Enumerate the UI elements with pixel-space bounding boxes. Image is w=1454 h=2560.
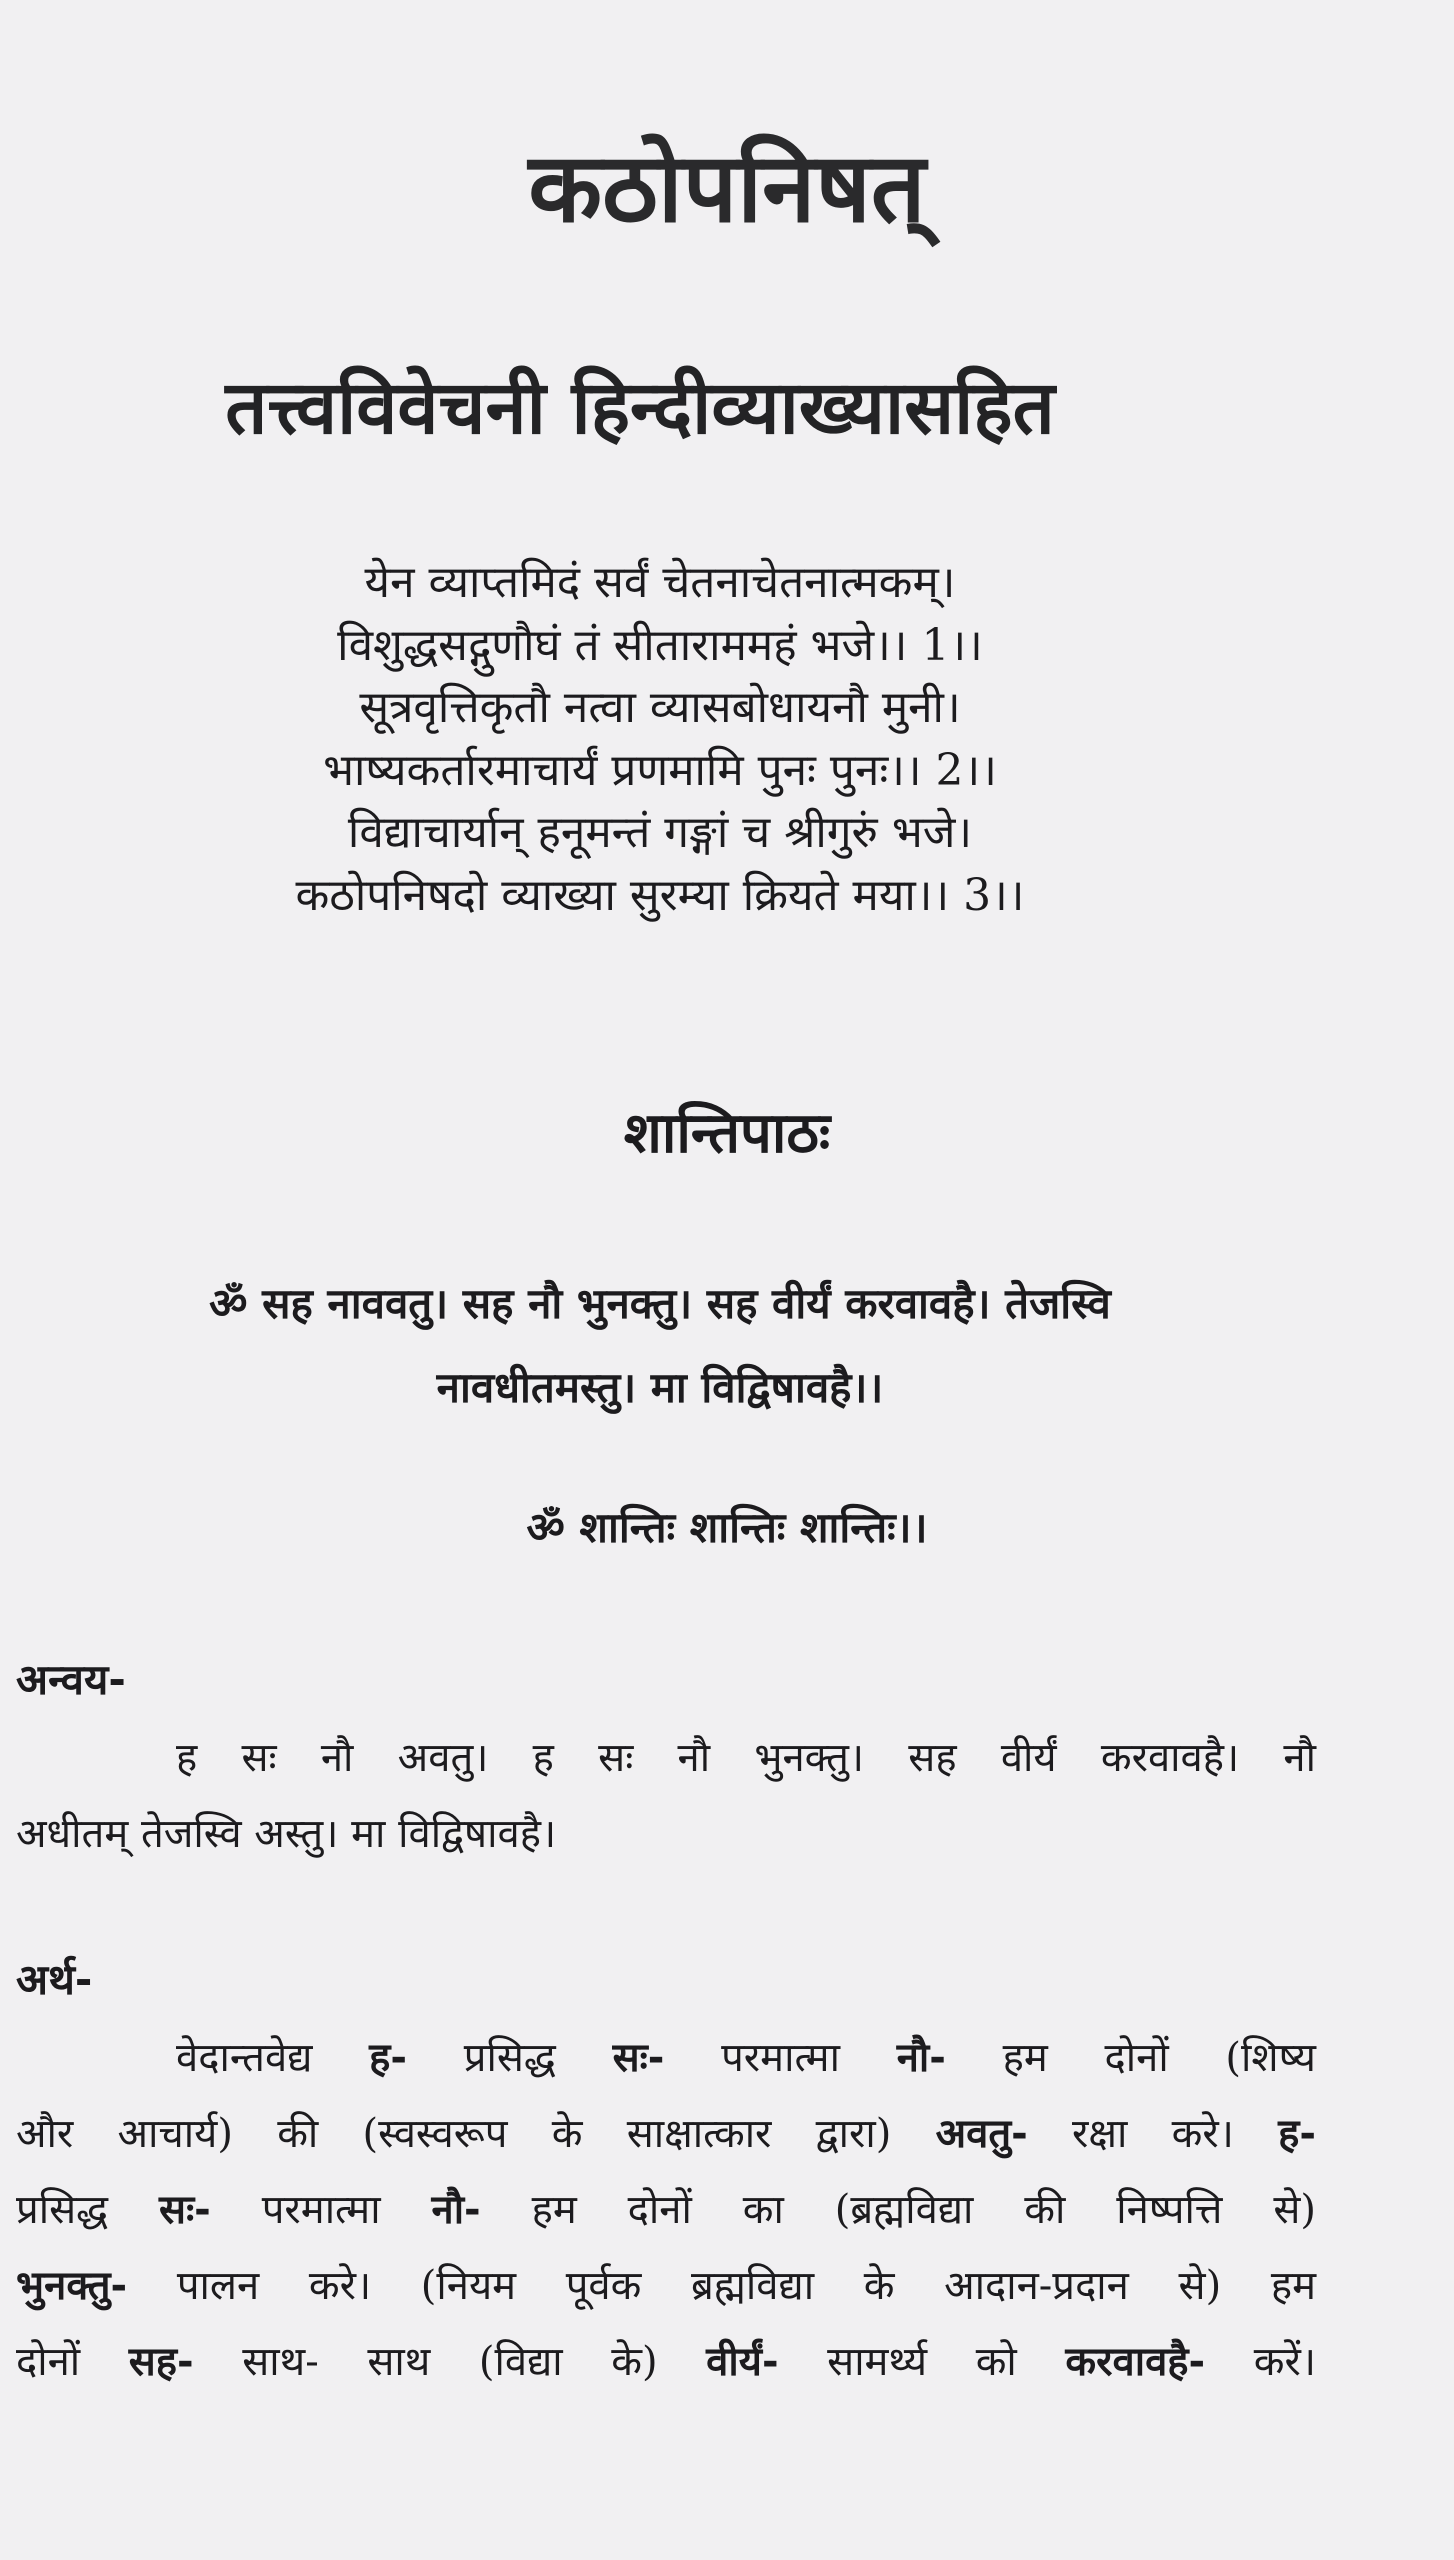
- mantra-line: नावधीतमस्तु। मा विद्विषावहै।।: [436, 1363, 884, 1412]
- artha-text-run: हम दोनों का (ब्रह्मविद्या की निष्पत्ति से): [480, 2187, 1317, 2233]
- anvaya-text: [16, 1720, 1316, 1872]
- artha-text-run: रक्षा करे।: [1027, 2111, 1279, 2157]
- artha-text: [16, 2020, 1316, 2400]
- verse-line: विशुद्धसद्गुणौघं तं सीताराममहं भजे।। 1।।: [337, 619, 983, 671]
- artha-text-run: करें।: [1205, 2339, 1316, 2385]
- artha-line: [16, 2096, 1316, 2172]
- artha-line: [16, 2324, 1316, 2400]
- artha-text-run: साथ- साथ (विद्या के): [193, 2339, 707, 2385]
- artha-term: भुनक्तु-: [16, 2263, 128, 2309]
- shanti-closing: ॐ शान्तिः शान्तिः शान्तिः।।: [526, 1503, 928, 1552]
- verse-line: येन व्याप्तमिदं सर्वं चेतनाचेतनात्मकम्।: [364, 557, 956, 608]
- artha-text-run: प्रसिद्ध: [16, 2187, 160, 2233]
- artha-term: नौ-: [896, 2035, 946, 2081]
- verse-line: विद्याचार्यान् हनूमन्तं गङ्गां च श्रीगुरुं भजे।: [347, 807, 973, 858]
- artha-text-run: दोनों: [16, 2339, 129, 2385]
- verse-line: सूत्रवृत्तिकृतौ नत्वा व्यासबोधायनौ मुनी।: [359, 682, 961, 733]
- page-subtitle: तत्त्वविवेचनी हिन्दीव्याख्यासहित: [225, 365, 1055, 451]
- artha-text-run: और आचार्य) की (स्वस्वरूप के साक्षात्कार द्वारा): [16, 2111, 936, 2157]
- artha-text-run: परमात्मा: [664, 2035, 897, 2081]
- page-title: कठोपनिषत्: [528, 132, 926, 244]
- artha-text-run: पालन करे। (नियम पूर्वक ब्रह्मविद्या के आदान-प्रदान से) हम: [127, 2263, 1316, 2309]
- artha-line: [16, 2248, 1316, 2324]
- anvaya-line: ह सः नौ अवतु। ह सः नौ भुनक्तु। सह वीर्यं करवावहै। नौ: [176, 1735, 1316, 1781]
- verse-line: कठोपनिषदो व्याख्या सुरम्या क्रियते मया।। 3।।: [295, 869, 1025, 921]
- artha-term: नौ-: [431, 2187, 481, 2233]
- artha-text-run: हम दोनों (शिष्य: [945, 2035, 1317, 2081]
- mantra-line: ॐ सह नाववतु। सह नौ भुनक्तु। सह वीर्यं करवावहै। तेजस्वि: [209, 1279, 1111, 1328]
- artha-term: सह-: [128, 2339, 194, 2385]
- artha-label: अर्थ-: [16, 1955, 93, 2004]
- artha-term: ह-: [369, 2035, 407, 2081]
- artha-text-run: वेदान्तवेद्य: [176, 2035, 370, 2081]
- anvaya-label: अन्वय-: [16, 1655, 126, 1704]
- anvaya-line: अधीतम् तेजस्वि अस्तु। मा विद्विषावहै।: [16, 1811, 557, 1857]
- verse-line: भाष्यकर्तारमाचार्यं प्रणमामि पुनः पुनः।। 2।।: [323, 744, 997, 796]
- artha-line: [16, 2172, 1316, 2248]
- artha-term: ह-: [1278, 2111, 1316, 2157]
- artha-term: अवतु-: [935, 2111, 1028, 2157]
- artha-text-run: परमात्मा: [210, 2187, 432, 2233]
- artha-line: [16, 2020, 1316, 2096]
- artha-term: वीर्यं-: [706, 2339, 779, 2385]
- shantipath-heading: शान्तिपाठः: [623, 1101, 831, 1166]
- artha-term: सः-: [159, 2187, 211, 2233]
- artha-text-run: सामर्थ्य को: [778, 2339, 1066, 2385]
- shanti-mantra: [60, 1262, 1260, 1430]
- artha-term: सः-: [612, 2035, 665, 2081]
- invocation-verses: [180, 552, 1140, 927]
- artha-text-run: प्रसिद्ध: [407, 2035, 613, 2081]
- artha-term: करवावहै-: [1065, 2339, 1206, 2385]
